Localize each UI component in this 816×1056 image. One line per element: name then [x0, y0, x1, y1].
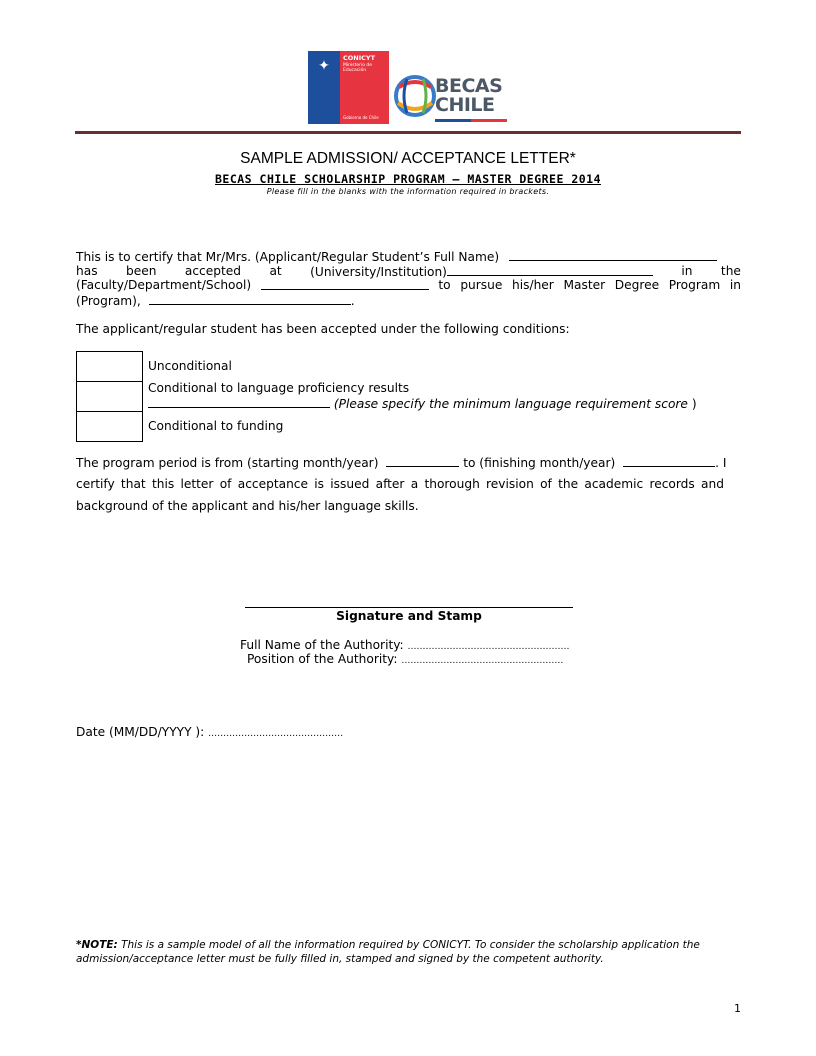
coat-of-arms-icon: ✦: [318, 58, 330, 74]
authority-name-dots[interactable]: ………………………………………………: [407, 642, 570, 652]
header-rule: [75, 131, 741, 134]
conditions-checkbox-table: [76, 351, 143, 441]
period-text-b: to (finishing month/year): [463, 456, 616, 470]
certify-word: the: [720, 264, 741, 278]
page-number: 1: [734, 1002, 741, 1015]
certify-word: has: [76, 264, 98, 278]
page-title: SAMPLE ADMISSION/ ACCEPTANCE LETTER*: [240, 150, 576, 167]
university-blank[interactable]: [447, 264, 653, 276]
certify-text-4: (Program),: [76, 294, 141, 308]
language-specify-row: [148, 396, 697, 411]
language-specify-close: ): [691, 397, 697, 411]
certify-line-3: [76, 278, 741, 293]
certify-word: accepted: [184, 264, 242, 278]
funding-checkbox[interactable]: [76, 411, 143, 442]
period-text-a: The program period is from (starting month/year): [76, 456, 379, 470]
certify-word: in: [681, 264, 693, 278]
period-line-1: [76, 455, 741, 471]
becas-word: BECAS: [435, 75, 503, 97]
faculty-blank[interactable]: [261, 278, 429, 290]
conicyt-gov: Gobierno de Chile: [343, 115, 379, 120]
logo-underline: [435, 119, 507, 122]
date-row: [76, 725, 343, 739]
certify-word: his/her: [512, 278, 554, 292]
authority-name-label: Full Name of the Authority:: [240, 638, 404, 652]
language-specify-text: (Please specify the minimum language requirement score: [333, 397, 688, 411]
footnote-label: *NOTE:: [76, 939, 118, 951]
certify-text-1: This is to certify that Mr/Mrs. (Applicant/Regular Student’s Full Name): [76, 250, 500, 264]
certify-line-4: [76, 293, 741, 309]
unconditional-label: Unconditional: [148, 359, 232, 373]
language-score-blank[interactable]: [148, 396, 330, 408]
certify-word: at: [269, 264, 282, 278]
conicyt-logo: [308, 51, 389, 124]
certify-word: in: [729, 278, 741, 292]
certify-period: .: [350, 294, 355, 308]
start-date-blank[interactable]: [386, 455, 459, 467]
unconditional-checkbox[interactable]: [76, 351, 143, 382]
certify-word: to: [438, 278, 451, 292]
period-line-3: background of the applicant and his/her language skills.: [76, 499, 419, 513]
certify-word: Master: [563, 278, 606, 292]
date-dots[interactable]: ………………………………………: [208, 729, 344, 739]
authority-position-dots[interactable]: ………………………………………………: [401, 656, 564, 666]
language-label: Conditional to language proficiency results: [148, 381, 410, 395]
period-text-c: . I: [715, 456, 727, 470]
authority-position-row: [247, 652, 563, 666]
language-checkbox[interactable]: [76, 381, 143, 412]
becas-chile-logo: [393, 73, 508, 125]
certify-word: Degree: [614, 278, 660, 292]
certify-line-1: [76, 249, 741, 265]
fill-instruction: Please fill in the blanks with the information required in brackets.: [266, 187, 550, 196]
signature-line[interactable]: [245, 607, 573, 608]
conicyt-name: CONICYT: [343, 54, 376, 62]
authority-position-label: Position of the Authority:: [247, 652, 398, 666]
conditions-intro: The applicant/regular student has been accepted under the following conditions:: [76, 322, 570, 336]
footnote-text-2: admission/acceptance letter must be fully filled in, stamped and signed by the competent authority.: [76, 953, 604, 965]
certify-word: pursue: [460, 278, 503, 292]
applicant-name-blank[interactable]: [509, 249, 717, 261]
authority-name-row: [240, 638, 570, 652]
program-blank[interactable]: [149, 293, 351, 305]
period-line-2: certify that this letter of acceptance is issued after a thorough revision of the academic records and: [76, 477, 724, 491]
globe-icon: [393, 73, 437, 119]
date-label: Date (MM/DD/YYYY ):: [76, 725, 205, 739]
end-date-blank[interactable]: [623, 455, 715, 467]
certify-word: (University/Institution): [310, 265, 447, 279]
page-subtitle: BECAS CHILE SCHOLARSHIP PROGRAM – MASTER DEGREE 2014: [214, 172, 602, 186]
signature-label: Signature and Stamp: [336, 609, 482, 623]
conicyt-ministry: Ministerio de Educación: [343, 63, 373, 73]
chile-word: CHILE: [435, 94, 495, 116]
footnote-text-1: This is a sample model of all the information required by CONICYT. To consider the scholarship application the: [117, 939, 700, 951]
certify-word: (Faculty/Department/School): [76, 278, 252, 292]
certify-word: Program: [668, 278, 721, 292]
funding-label: Conditional to funding: [148, 419, 284, 433]
certify-word: been: [125, 264, 157, 278]
footnote: [76, 938, 741, 966]
